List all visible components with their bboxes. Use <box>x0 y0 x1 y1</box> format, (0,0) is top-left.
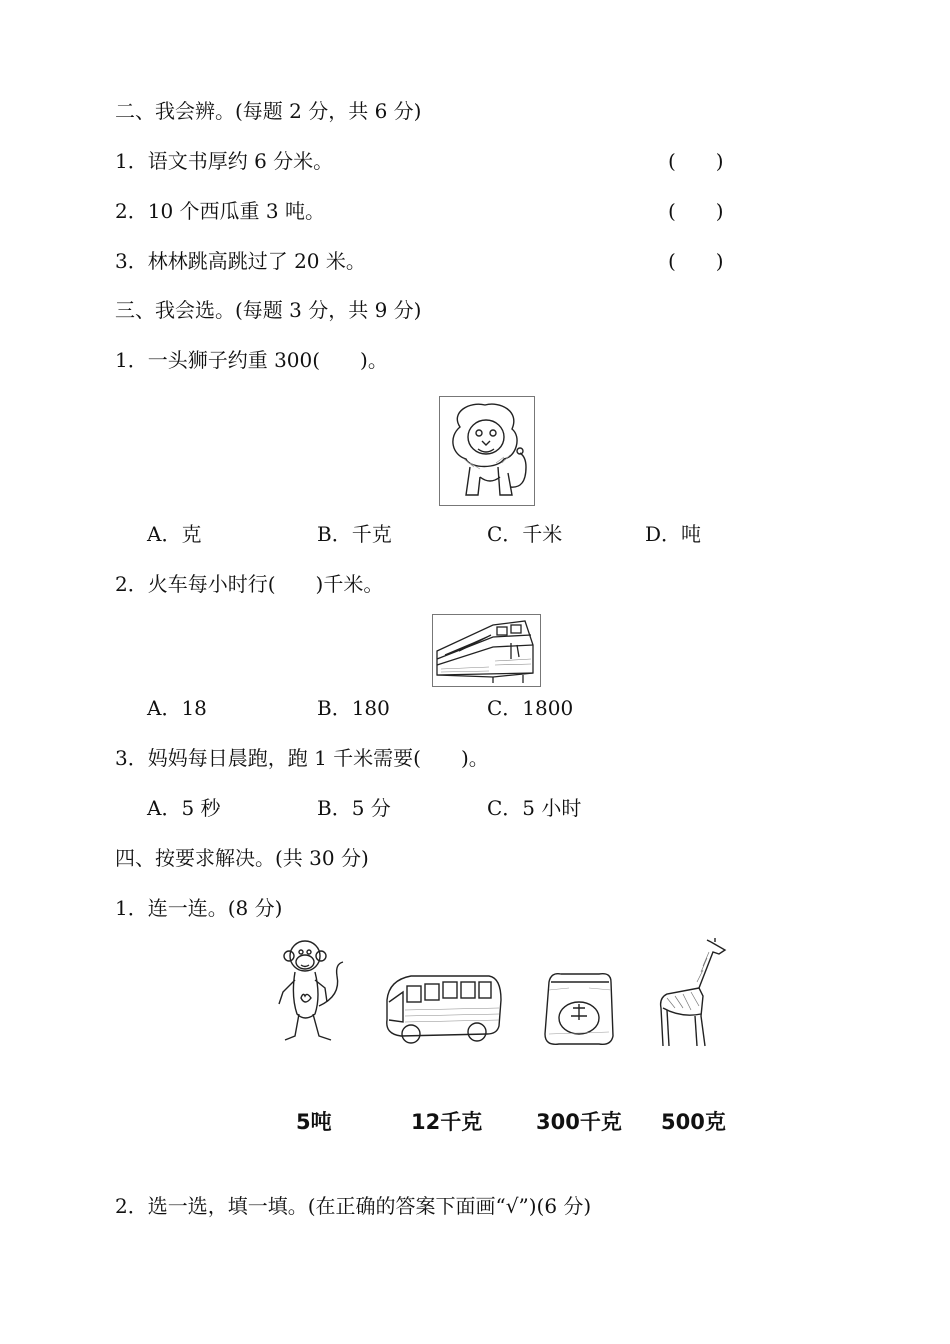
label-300-kg: 300千克 <box>536 1110 622 1134</box>
q3-option-c: C．5 小时 <box>487 796 582 820</box>
section3-q2: 2．火车每小时行( )千米。 <box>115 572 384 596</box>
section2-heading: 二、我会辨。(每题 2 分，共 6 分) <box>115 99 422 123</box>
monkey-image <box>275 936 350 1046</box>
answer-paren-1: ( ) <box>668 149 724 173</box>
train-image <box>432 614 541 687</box>
section3-heading: 三、我会选。(每题 3 分，共 9 分) <box>115 298 422 322</box>
q1-option-d: D．吨 <box>645 522 702 546</box>
answer-paren-3: ( ) <box>668 249 724 273</box>
section2-item-1: 1．语文书厚约 6 分米。 <box>115 149 334 173</box>
section2-item-3: 3．林林跳高跳过了 20 米。 <box>115 249 366 273</box>
answer-paren-2: ( ) <box>668 199 724 223</box>
lion-image <box>439 396 535 506</box>
giraffe-image <box>653 936 729 1048</box>
label-500-g: 500克 <box>661 1110 726 1134</box>
section4-heading: 四、按要求解决。(共 30 分) <box>115 846 369 870</box>
section3-q1: 1．一头狮子约重 300( )。 <box>115 348 388 372</box>
q1-option-a: A．克 <box>147 522 202 546</box>
q3-option-a: A．5 秒 <box>147 796 221 820</box>
label-5-ton: 5吨 <box>296 1110 332 1134</box>
bus-image <box>381 970 505 1048</box>
section4-q2: 2．选一选，填一填。(在正确的答案下面画“√”)(6 分) <box>115 1194 592 1218</box>
label-12-kg: 12千克 <box>411 1110 483 1134</box>
q3-option-b: B．5 分 <box>317 796 391 820</box>
section2-item-2: 2．10 个西瓜重 3 吨。 <box>115 199 325 223</box>
q2-option-b: B．180 <box>317 696 390 720</box>
rice-bag-image <box>539 968 619 1048</box>
section4-q1: 1．连一连。(8 分) <box>115 896 283 920</box>
q1-option-c: C．千米 <box>487 522 563 546</box>
q2-option-c: C．1800 <box>487 696 574 720</box>
section3-q3: 3．妈妈每日晨跑，跑 1 千米需要( )。 <box>115 746 489 770</box>
q1-option-b: B．千克 <box>317 522 392 546</box>
q2-option-a: A．18 <box>147 696 207 720</box>
